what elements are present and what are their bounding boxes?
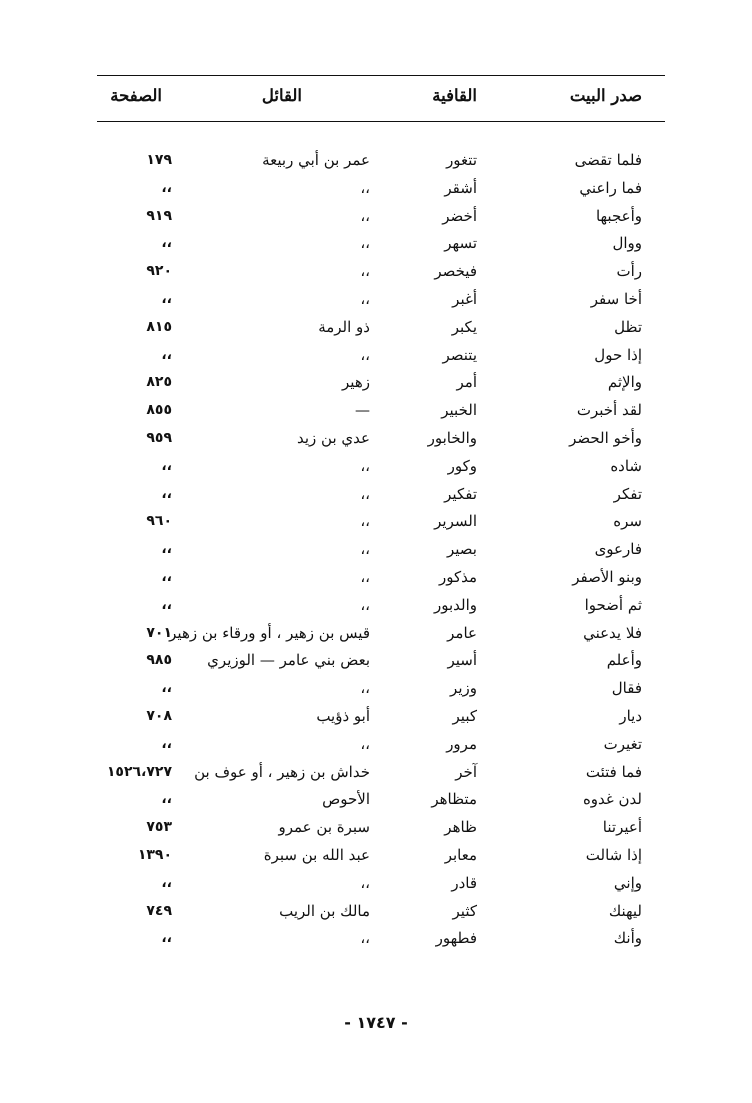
row-12-page-ref: ،،	[161, 458, 172, 474]
row-13-poet: ،،	[360, 485, 370, 503]
row-3-verse-start: وأعجبها	[595, 207, 642, 225]
header-top-rule	[97, 75, 665, 76]
row-1-rhyme: تتغور	[446, 151, 477, 169]
row-24-poet: الأحوص	[322, 790, 370, 808]
row-20-poet: ،،	[360, 679, 370, 697]
row-4-rhyme: تسهر	[444, 234, 477, 252]
row-21-verse-start: ديار	[619, 707, 642, 725]
row-8-rhyme: يتنصر	[442, 346, 477, 364]
row-7-poet: ذو الرمة	[318, 318, 370, 336]
row-11-rhyme: والخابور	[427, 429, 477, 447]
row-5-verse-start: رأت	[616, 262, 642, 280]
row-12-verse-start: شاده	[610, 457, 642, 475]
row-16-rhyme: مذكور	[438, 568, 477, 586]
row-17-rhyme: والدبور	[433, 596, 477, 614]
row-9-page-ref: ٨٢٥	[146, 374, 172, 390]
row-2-rhyme: أشقر	[444, 179, 477, 197]
row-6-page-ref: ،،	[161, 291, 172, 307]
row-2-poet: ،،	[360, 179, 370, 197]
row-6-poet: ،،	[360, 290, 370, 308]
row-23-rhyme: آخر	[455, 763, 477, 781]
row-22-verse-start: تغيرت	[603, 735, 642, 753]
row-20-verse-start: فقال	[611, 679, 642, 697]
row-18-page-ref: ٧٠١	[146, 625, 172, 641]
row-27-page-ref: ،،	[161, 875, 172, 891]
row-15-verse-start: فارعوى	[594, 540, 642, 558]
row-1-page-ref: ١٧٩	[146, 152, 172, 168]
row-2-verse-start: فما راعني	[579, 179, 642, 197]
page-number: - ١٧٤٧ -	[344, 1013, 408, 1032]
row-16-verse-start: وبنو الأصفر	[572, 568, 642, 586]
row-25-poet: سبرة بن عمرو	[278, 818, 370, 836]
row-12-poet: ،،	[360, 457, 370, 475]
row-27-verse-start: وإني	[613, 874, 642, 892]
row-10-rhyme: الخبير	[441, 401, 477, 419]
row-1-verse-start: فلما تقضى	[574, 151, 642, 169]
row-15-poet: ،،	[360, 540, 370, 558]
header-bottom-rule	[97, 121, 665, 122]
row-26-page-ref: ١٣٩٠	[137, 847, 172, 863]
row-29-rhyme: فطهور	[435, 929, 477, 947]
row-4-verse-start: ووال	[612, 234, 642, 252]
row-8-poet: ،،	[360, 346, 370, 364]
row-24-page-ref: ،،	[161, 791, 172, 807]
row-10-poet: —	[355, 401, 370, 419]
row-10-page-ref: ٨٥٥	[146, 402, 172, 418]
row-5-rhyme: فيخصر	[434, 262, 477, 280]
row-9-verse-start: والإثم	[607, 373, 642, 391]
row-2-page-ref: ،،	[161, 180, 172, 196]
row-26-poet: عبد الله بن سبرة	[263, 846, 370, 864]
row-23-page-ref: ١٥٢٦،٧٢٧	[106, 764, 172, 780]
row-22-poet: ،،	[360, 735, 370, 753]
row-25-page-ref: ٧٥٣	[146, 819, 172, 835]
row-16-poet: ،،	[360, 568, 370, 586]
row-20-rhyme: وزير	[450, 679, 477, 697]
row-27-rhyme: قادر	[451, 874, 477, 892]
header-sadr: صدر البيت	[569, 86, 642, 105]
row-19-page-ref: ٩٨٥	[146, 652, 172, 668]
row-29-page-ref: ،،	[161, 930, 172, 946]
row-19-poet: بعض بني عامر — الوزيري	[207, 651, 370, 669]
row-24-verse-start: لدن غدوه	[582, 790, 642, 808]
row-7-rhyme: يكبر	[451, 318, 477, 336]
row-5-page-ref: ٩٢٠	[146, 263, 172, 279]
row-14-poet: ،،	[360, 512, 370, 530]
row-9-rhyme: أمر	[456, 373, 477, 391]
row-23-verse-start: فما فتئت	[585, 763, 642, 781]
row-17-verse-start: ثم أضحوا	[584, 596, 642, 614]
row-11-poet: عدي بن زيد	[297, 429, 370, 447]
row-11-verse-start: وأخو الحضر	[569, 429, 642, 447]
row-5-poet: ،،	[360, 262, 370, 280]
row-18-poet: قيس بن زهير ، أو ورقاء بن زهير	[169, 624, 370, 642]
row-3-page-ref: ٩١٩	[146, 208, 172, 224]
row-3-poet: ،،	[360, 207, 370, 225]
row-24-rhyme: متظاهر	[431, 790, 477, 808]
row-19-rhyme: أسير	[447, 651, 477, 669]
row-21-poet: أبو ذؤيب	[316, 707, 370, 725]
row-29-poet: ،،	[360, 929, 370, 947]
row-29-verse-start: وأنك	[613, 929, 642, 947]
row-22-page-ref: ،،	[161, 736, 172, 752]
row-25-verse-start: أعيرتنا	[602, 818, 642, 836]
row-14-rhyme: السرير	[434, 512, 477, 530]
row-14-verse-start: سره	[613, 512, 642, 530]
row-12-rhyme: وكور	[447, 457, 477, 475]
row-21-page-ref: ٧٠٨	[146, 708, 172, 724]
header-page: الصفحة	[110, 86, 162, 105]
row-8-verse-start: إذا حول	[594, 346, 642, 364]
row-15-rhyme: بصير	[447, 540, 477, 558]
row-6-verse-start: أخا سفر	[590, 290, 642, 308]
row-19-verse-start: وأعلم	[606, 651, 642, 669]
row-1-poet: عمر بن أبي ربيعة	[262, 151, 370, 169]
row-28-poet: مالك بن الريب	[279, 902, 370, 920]
row-15-page-ref: ،،	[161, 541, 172, 557]
row-13-verse-start: تفكر	[613, 485, 642, 503]
row-21-rhyme: كبير	[452, 707, 477, 725]
row-27-poet: ،،	[360, 874, 370, 892]
row-14-page-ref: ٩٦٠	[146, 513, 172, 529]
row-11-page-ref: ٩٥٩	[146, 430, 172, 446]
row-26-verse-start: إذا شالت	[585, 846, 642, 864]
row-17-page-ref: ،،	[161, 597, 172, 613]
row-3-rhyme: أخضر	[442, 207, 477, 225]
row-17-poet: ،،	[360, 596, 370, 614]
row-25-rhyme: ظاهر	[444, 818, 477, 836]
row-7-verse-start: تظل	[614, 318, 642, 336]
row-20-page-ref: ،،	[161, 680, 172, 696]
row-28-page-ref: ٧٤٩	[146, 903, 172, 919]
header-qail: القائل	[261, 86, 302, 105]
row-4-page-ref: ،،	[161, 235, 172, 251]
row-7-page-ref: ٨١٥	[146, 319, 172, 335]
row-28-verse-start: ليهنك	[608, 902, 642, 920]
row-13-rhyme: تفكير	[444, 485, 477, 503]
row-8-page-ref: ،،	[161, 347, 172, 363]
row-16-page-ref: ،،	[161, 569, 172, 585]
row-10-verse-start: لقد أخبرت	[576, 401, 642, 419]
row-28-rhyme: كثير	[452, 902, 477, 920]
row-26-rhyme: معابر	[444, 846, 477, 864]
row-22-rhyme: مرور	[446, 735, 477, 753]
row-13-page-ref: ،،	[161, 486, 172, 502]
row-23-poet: خداش بن زهير ، أو عوف بن	[194, 763, 370, 781]
row-18-verse-start: فلا يدعني	[583, 624, 642, 642]
row-4-poet: ،،	[360, 234, 370, 252]
row-6-rhyme: أغبر	[452, 290, 477, 308]
row-9-poet: زهير	[342, 373, 370, 391]
header-qafia: القافية	[432, 86, 477, 105]
row-18-rhyme: عامر	[447, 624, 477, 642]
